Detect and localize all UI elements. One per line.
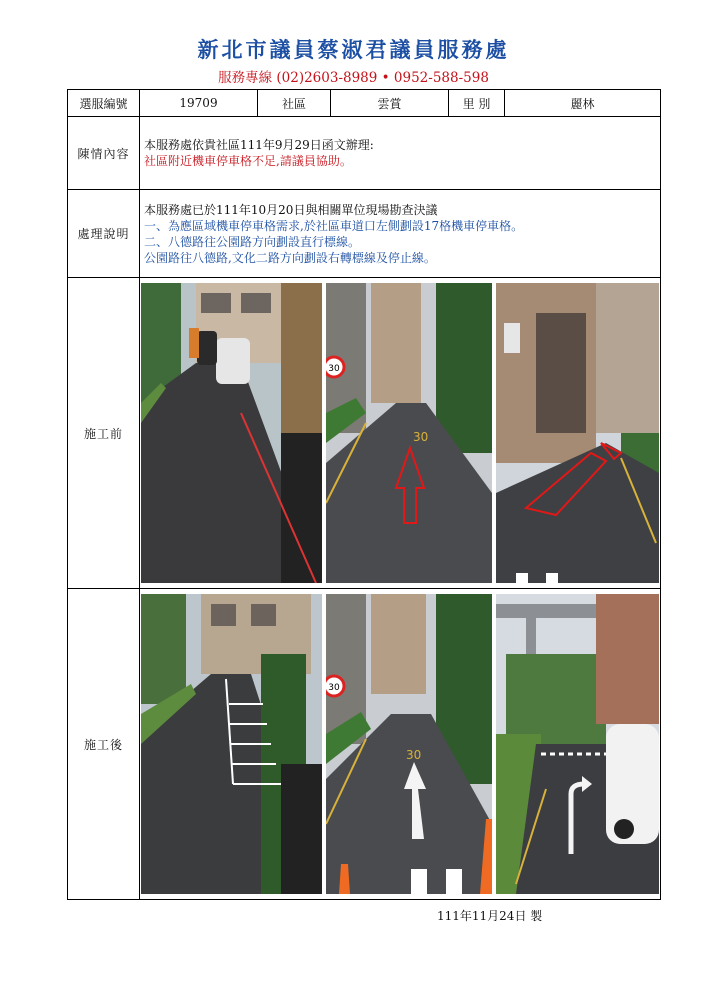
after-sign-text: 30 xyxy=(328,683,340,693)
before-road-text: 30 xyxy=(413,430,429,444)
before-row xyxy=(68,278,661,589)
service-record-table xyxy=(67,89,661,900)
before-photos xyxy=(140,278,661,589)
process-content xyxy=(140,190,661,278)
case-number-value: 19709 xyxy=(140,90,258,117)
after-road-text: 30 xyxy=(406,748,422,762)
header-row xyxy=(68,90,661,117)
process-line-1: 本服務處已於111年10月20日與相關單位現場勘查決議 xyxy=(144,202,438,217)
before-sign-text: 30 xyxy=(328,364,340,374)
process-label: 處理說明 xyxy=(68,190,140,278)
village-value: 麗林 xyxy=(505,90,661,117)
made-date: 111年11月24日 製 xyxy=(437,909,543,923)
community-label: 社區 xyxy=(258,90,331,117)
after-photo-parking-bays xyxy=(141,594,322,894)
village-label: 里 別 xyxy=(449,90,505,117)
case-number-label: 選服編號 xyxy=(68,90,140,117)
petition-line-2: 社區附近機車停車格不足,請議員協助。 xyxy=(144,154,352,168)
before-label: 施工前 xyxy=(68,278,140,589)
office-title: 新北市議員蔡淑君議員服務處 xyxy=(197,37,510,62)
service-hotline: 服務專線 (02)2603-8989 • 0952-588-598 xyxy=(218,70,489,86)
community-value: 雲賞 xyxy=(331,90,449,117)
after-row xyxy=(68,589,661,900)
after-photo-right-turn xyxy=(496,594,659,894)
after-label: 施工後 xyxy=(68,589,140,900)
petition-content xyxy=(140,117,661,190)
petition-label: 陳情內容 xyxy=(68,117,140,190)
before-photo-street-cars xyxy=(141,283,322,583)
after-photo-straight-arrow xyxy=(326,594,492,894)
process-line-3: 二、八德路往公園路方向劃設直行標線。 xyxy=(144,234,361,249)
process-line-4: 公園路往八德路,文化二路方向劃設右轉標線及停止線。 xyxy=(144,250,436,265)
before-photo-corner-turn xyxy=(496,283,659,583)
petition-row xyxy=(68,117,661,190)
process-row xyxy=(68,190,661,278)
after-photos xyxy=(140,589,661,900)
before-photo-road-arrow xyxy=(326,283,492,583)
process-line-2: 一、為應區域機車停車格需求,於社區車道口左側劃設17格機車停車格。 xyxy=(144,218,524,233)
petition-line-1: 本服務處依貴社區111年9月29日函文辦理: xyxy=(144,138,374,152)
